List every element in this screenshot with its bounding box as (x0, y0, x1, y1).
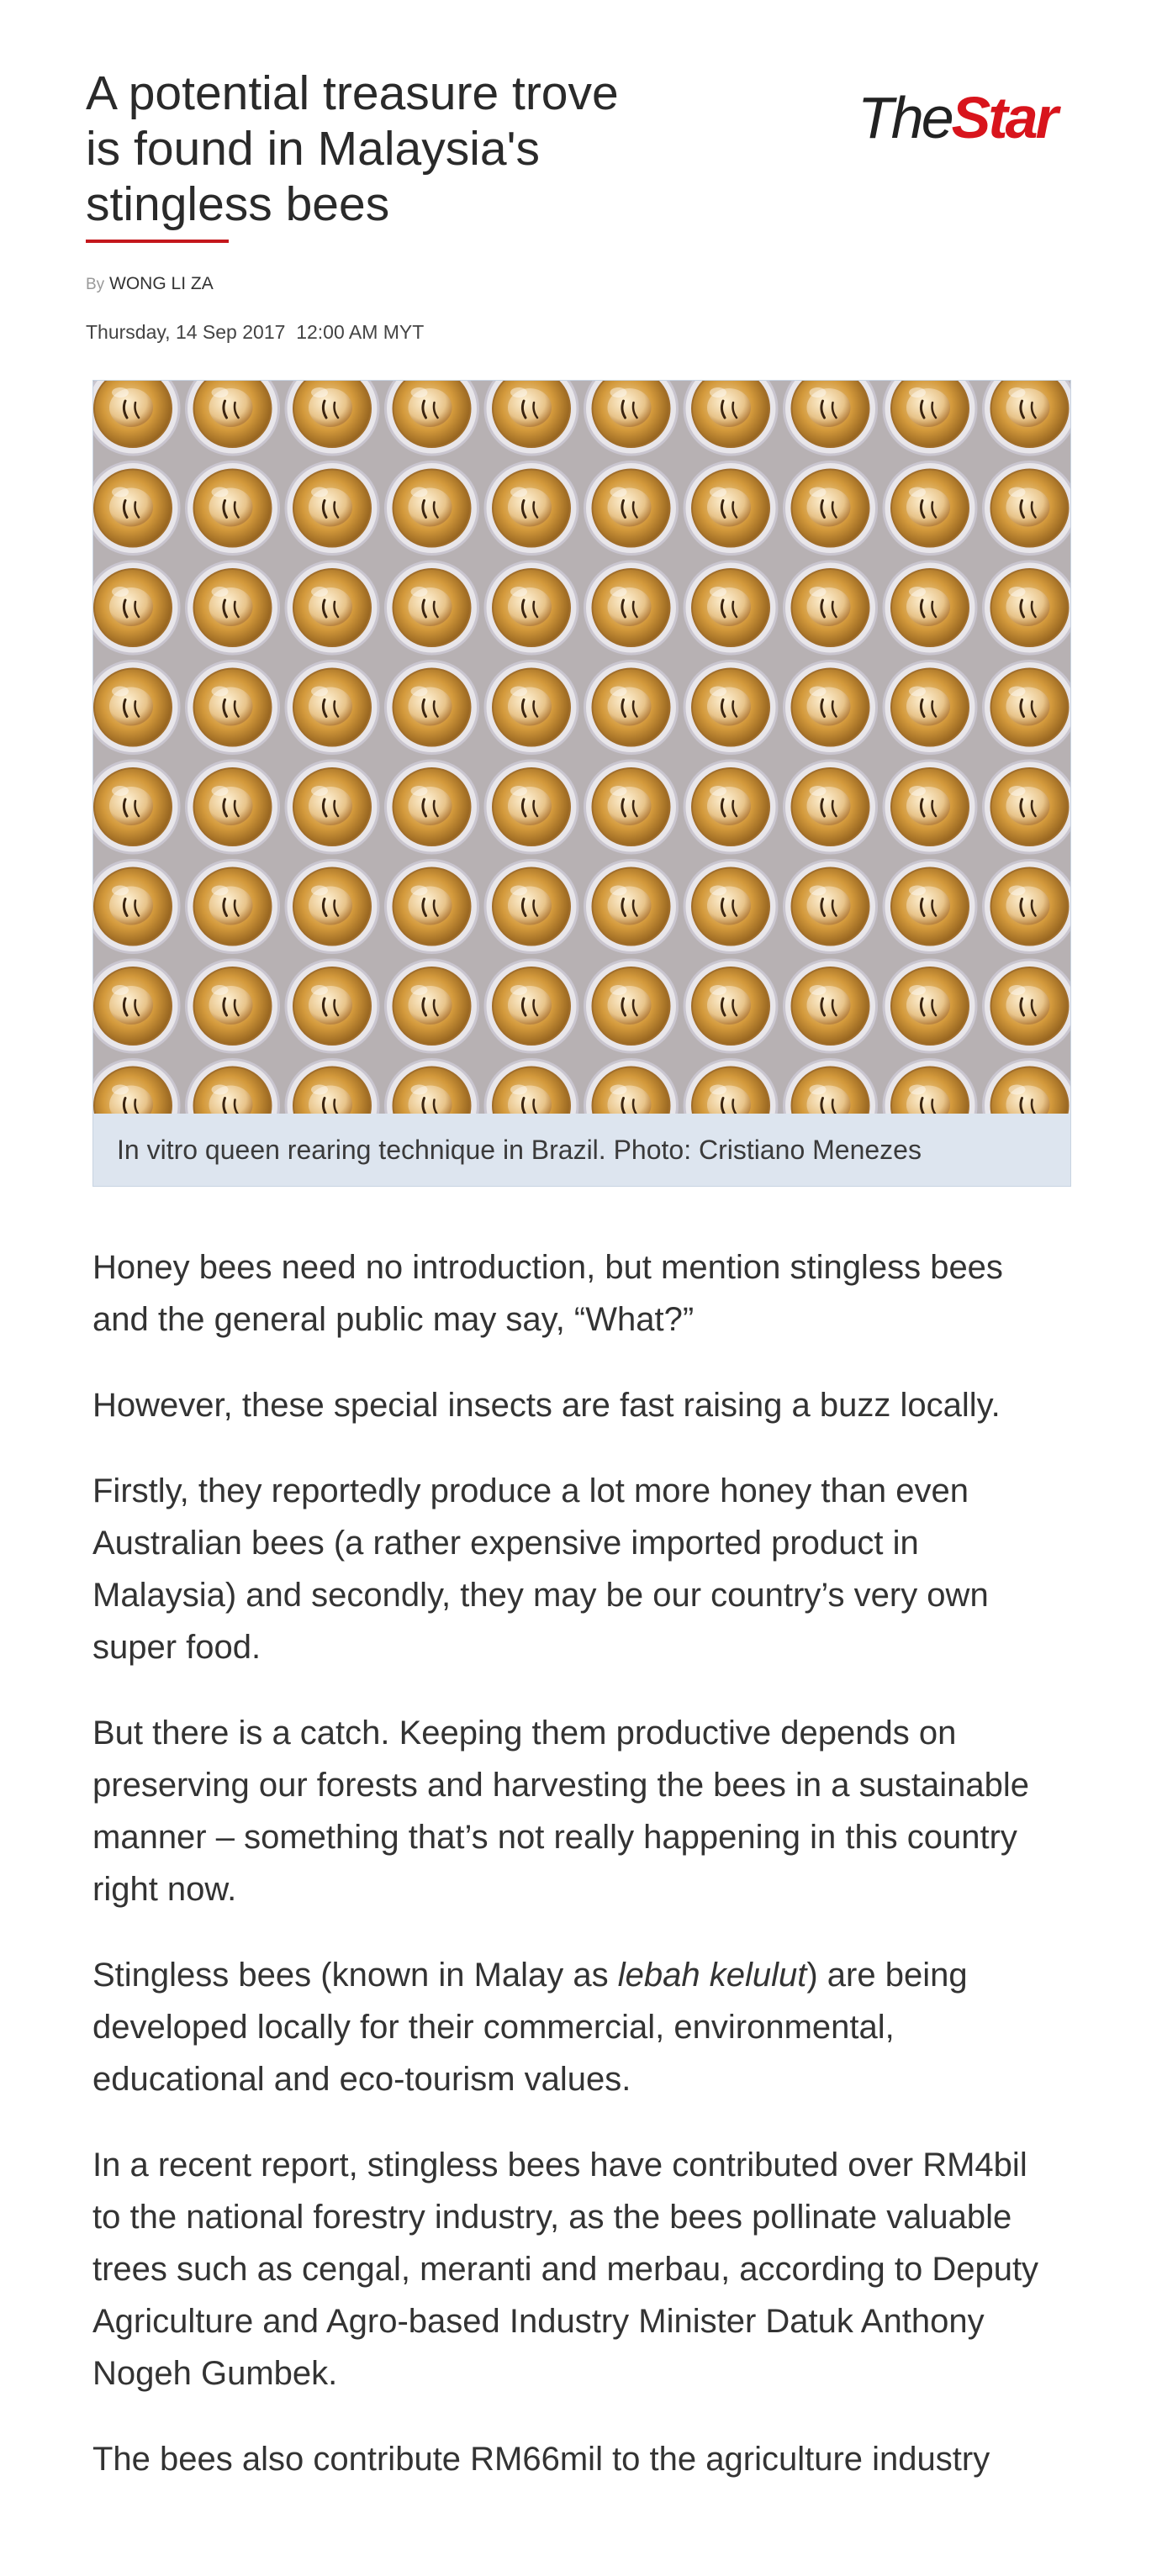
time-text: 12:00 AM MYT (296, 321, 425, 343)
text-fragment: ) are being (806, 1957, 968, 1994)
photo-caption: In vitro queen rearing technique in Brazil. Photo: Cristiano Menezes (93, 1114, 1070, 1186)
paragraph (92, 1707, 1085, 1915)
text-line: preserving our forests and harvesting the bees in a sustainable (92, 1767, 1030, 1804)
text-line: Nogeh Gumbek. (92, 2355, 338, 2392)
text-line: Honey bees need no introduction, but mention stingless bees (92, 1249, 1003, 1286)
text-fragment: Stingless bees (known in Malay as (92, 1957, 618, 1994)
paragraph (92, 1465, 1085, 1673)
text-line: developed locally for their commercial, environmental, (92, 2009, 895, 2046)
article-header (86, 66, 1078, 368)
logo-star: Star (951, 85, 1056, 150)
text-line: In a recent report, stingless bees have contributed over RM4bil (92, 2147, 1027, 2184)
paragraph (92, 2433, 1085, 2485)
stingless-bee-larvae-photo (93, 381, 1070, 1114)
headline-line: A potential treasure trove (86, 66, 619, 120)
text-line: educational and eco-tourism values. (92, 2061, 631, 2098)
date-text: Thursday, 14 Sep 2017 (86, 321, 286, 343)
paragraph (92, 1949, 1085, 2105)
text-line: right now. (92, 1871, 237, 1908)
thestar-logo[interactable] (858, 84, 1056, 151)
malay-term: lebah kelulut (617, 1957, 807, 1994)
text-line: trees such as cengal, meranti and merbau, according to Deputy (92, 2251, 1039, 2288)
author-name[interactable]: WONG LI ZA (109, 274, 214, 293)
publish-date (86, 321, 424, 344)
paragraph (92, 2139, 1085, 2400)
headline-underline (86, 240, 229, 243)
text-line: Malaysia) and secondly, they may be our country’s very own (92, 1577, 989, 1614)
byline (86, 274, 214, 294)
headline-line: is found in Malaysia's (86, 122, 540, 176)
text-line: to the national forestry industry, as the bees pollinate valuable (92, 2199, 1012, 2236)
text-line: Firstly, they reportedly produce a lot more honey than even (92, 1472, 969, 1509)
text-line: Australian bees (a rather expensive imported product in (92, 1525, 919, 1562)
text-line: However, these special insects are fast raising a buzz locally. (92, 1387, 1001, 1424)
text-line: and the general public may say, “What?” (92, 1301, 695, 1338)
text-line: manner – something that’s not really happening in this country (92, 1819, 1017, 1856)
article-figure (92, 380, 1071, 1187)
headline-line: stingless bees (86, 177, 390, 231)
paragraph (92, 1379, 1085, 1431)
text-line: But there is a catch. Keeping them productive depends on (92, 1715, 957, 1752)
logo-the: The (858, 85, 952, 150)
byline-prefix: By (86, 276, 105, 293)
article-body (92, 1241, 1085, 2519)
text-line: super food. (92, 1629, 261, 1666)
text-line: Agriculture and Agro-based Industry Minister Datuk Anthony (92, 2303, 985, 2340)
article-headline (86, 66, 691, 232)
paragraph (92, 1241, 1085, 1346)
text-line: The bees also contribute RM66mil to the agriculture industry (92, 2441, 990, 2478)
